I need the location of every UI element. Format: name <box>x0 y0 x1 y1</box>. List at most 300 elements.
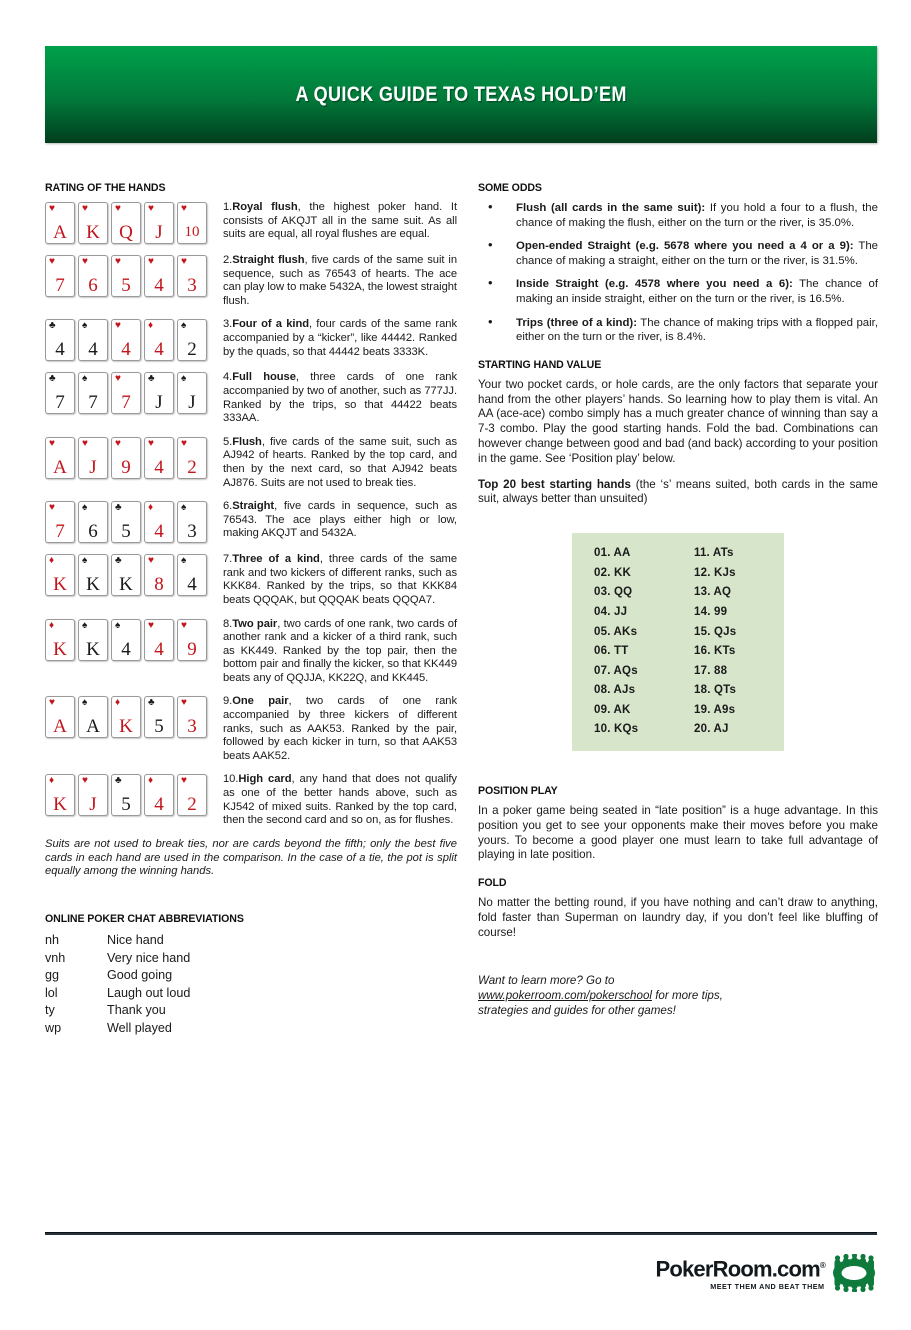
card-suit-icon: ♥ <box>148 555 154 567</box>
hand-rank-row <box>45 553 457 607</box>
hand-rank-number: 5. <box>223 435 233 448</box>
hand-rank-number: 8. <box>223 617 233 630</box>
top20-hand-entry: 02. KK <box>594 566 631 579</box>
playing-card <box>144 619 174 661</box>
top20-hand-entry: 12. KJs <box>694 566 736 579</box>
hand-rank-number: 2. <box>223 254 233 266</box>
fold-section <box>478 877 878 940</box>
abbreviation-value: Very nice hand <box>107 950 191 965</box>
hand-rank-name: Three of a kind <box>232 553 320 566</box>
playing-card <box>45 619 75 661</box>
odds-item-label: Inside Straight (e.g. 4578 where you need a 6): <box>516 278 793 291</box>
card-rank-label: K <box>53 574 67 596</box>
card-rank-label: K <box>119 574 133 596</box>
card-rank-label: 6 <box>88 275 98 296</box>
card-rank-label: K <box>86 574 100 596</box>
top20-caption <box>478 478 878 508</box>
abbreviation-row <box>45 1002 457 1020</box>
playing-card-group <box>45 436 213 479</box>
promo-block <box>478 973 878 1018</box>
hand-rank-description <box>213 773 457 827</box>
card-suit-icon: ♦ <box>148 320 154 332</box>
card-rank-label: A <box>53 222 67 243</box>
card-suit-icon: ♥ <box>115 373 121 385</box>
playing-card-group <box>45 553 213 596</box>
hand-rank-text: , the highest poker hand. It consists of AKQJT all in the same suit. As all suits are equal, all royal flushes are equal. <box>223 201 457 241</box>
hand-rank-description <box>213 553 457 607</box>
card-suit-icon: ♥ <box>49 502 55 514</box>
card-suit-icon: ♠ <box>181 502 187 514</box>
footer-logo <box>655 1254 877 1297</box>
top20-column-2 <box>684 544 784 740</box>
hand-rank-text: , three cards of the same rank and two kickers of different ranks, such as KKK84. Ranked by the trips, so that KKK84 beats QQQAK, but QQQAK beats QQQA7. <box>223 553 457 606</box>
card-suit-icon: ♠ <box>82 619 88 631</box>
card-rank-label: 2 <box>187 456 197 478</box>
card-suit-icon: ♥ <box>115 256 121 267</box>
hand-rank-row <box>45 618 457 686</box>
promo-line-3: strategies and guides for other games! <box>478 1003 676 1017</box>
hand-rank-text: , two cards of one rank, two cards of another rank and a kicker of a third rank, such as KK449. Ranked by the top pair, then the bottom pair and finally the kicker, so that KK449 beats any of QQJJA, KK22Q, and KK445. <box>223 617 458 684</box>
card-suit-icon: ♠ <box>181 320 187 332</box>
abbreviation-value: Nice hand <box>107 933 164 948</box>
playing-card <box>177 255 207 297</box>
card-rank-label: K <box>53 794 67 816</box>
playing-card <box>111 774 141 816</box>
card-rank-label: 4 <box>154 794 164 816</box>
card-rank-label: 2 <box>187 339 197 361</box>
card-rank-label: 7 <box>55 392 65 414</box>
playing-card <box>111 619 141 661</box>
pokerroom-table-icon <box>831 1254 877 1297</box>
odds-list-item <box>478 316 878 345</box>
hand-rank-name: Full house <box>232 371 296 384</box>
hand-rank-name: Four of a kind <box>232 318 310 331</box>
card-suit-icon: ♠ <box>82 555 88 567</box>
playing-card <box>111 696 141 738</box>
position-play-text: In a poker game being seated in “late position” is a huge advantage. In this position you get to see your opponents make their moves before you make yours. To become a good player one must learn to take full advantage of playing in late position. <box>478 804 878 862</box>
card-suit-icon: ♣ <box>115 555 122 567</box>
playing-card <box>177 774 207 816</box>
hand-rank-row <box>45 371 457 425</box>
playing-card <box>45 372 75 414</box>
odds-item-label: Flush (all cards in the same suit): <box>516 202 706 214</box>
hand-rank-text: , two cards of one rank accompanied by three kickers of different ranks, such as AAK53. Ranked by the pair, followed by each kicker in turn, so that AAK53 beats AAK52. <box>223 695 457 762</box>
playing-card <box>78 372 108 414</box>
top20-hand-entry: 17. 88 <box>694 664 728 677</box>
card-suit-icon: ♣ <box>115 502 122 514</box>
hand-rank-text: , four cards of the same rank accompanied by a “kicker”, like 44442. Ranked by the quads, so that 44442 beats 3333K. <box>223 318 457 358</box>
card-suit-icon: ♥ <box>82 256 88 267</box>
fold-heading: FOLD <box>478 877 507 890</box>
top20-hand-entry: 09. AK <box>594 703 631 716</box>
card-rank-label: K <box>86 222 100 243</box>
card-suit-icon: ♠ <box>115 619 121 631</box>
playing-card <box>45 501 75 543</box>
card-rank-label: A <box>53 716 67 738</box>
card-suit-icon: ♦ <box>148 502 154 514</box>
card-rank-label: 4 <box>88 339 98 361</box>
playing-card <box>45 255 75 297</box>
playing-card <box>111 319 141 361</box>
fold-text: No matter the betting round, if you have nothing and can’t draw to anything, fold faster than Superman on laundry day, if you don’t feel like bluffing of course! <box>478 896 878 939</box>
card-rank-label: 4 <box>154 521 164 543</box>
top20-hand-entry: 01. AA <box>594 547 631 560</box>
abbreviation-value: Laugh out loud <box>107 985 191 1000</box>
abbreviation-key: vnh <box>45 950 66 965</box>
top20-hand-entry: 07. AQs <box>594 664 638 677</box>
rating-of-hands-heading: RATING OF THE HANDS <box>45 182 166 194</box>
card-rank-label: A <box>86 716 100 738</box>
playing-card <box>177 202 207 244</box>
hand-rank-text: , any hand that does not qualify as one of the better hands above, such as KJ542 of mixed suits. Ranked by the top card, then the second card and so on, as for flushes. <box>223 773 457 827</box>
promo-line-1: Want to learn more? Go to <box>478 973 615 987</box>
logo-wordmark-text: PokerRoom.com <box>655 1256 820 1282</box>
card-suit-icon: ♦ <box>49 775 55 787</box>
card-suit-icon: ♥ <box>181 437 187 449</box>
card-rank-label: 5 <box>121 794 131 816</box>
playing-card <box>111 202 141 244</box>
top20-hand-entry: 14. 99 <box>694 605 728 618</box>
card-suit-icon: ♦ <box>49 619 55 631</box>
card-suit-icon: ♠ <box>82 502 88 514</box>
card-suit-icon: ♥ <box>181 775 187 787</box>
top20-hand-entry: 03. QQ <box>594 586 633 599</box>
registered-trademark-icon: ® <box>819 1261 825 1270</box>
playing-card <box>45 554 75 596</box>
playing-card <box>78 619 108 661</box>
card-suit-icon: ♥ <box>148 619 154 631</box>
logo-tagline: MEET THEM AND BEAT THEM <box>710 1282 825 1292</box>
card-rank-label: J <box>188 392 196 414</box>
hand-rank-number: 1. <box>223 201 233 213</box>
top20-hand-entry: 13. AQ <box>694 586 732 599</box>
hand-rank-row <box>45 773 457 827</box>
playing-card-group <box>45 695 213 738</box>
odds-item-text: The chance of making a straight, either on the turn or the river, is 31.5%. <box>516 240 878 267</box>
card-suit-icon: ♥ <box>115 437 121 449</box>
hand-rank-row <box>45 318 457 361</box>
card-suit-icon: ♣ <box>49 320 56 332</box>
card-rank-label: 4 <box>55 339 65 361</box>
card-suit-icon: ♥ <box>49 203 55 214</box>
playing-card <box>78 202 108 244</box>
card-suit-icon: ♥ <box>181 697 187 709</box>
card-rank-label: J <box>89 456 97 478</box>
card-rank-label: 4 <box>154 339 164 361</box>
abbreviation-row <box>45 985 457 1003</box>
card-rank-label: 4 <box>154 456 164 478</box>
some-odds-heading: SOME ODDS <box>478 182 542 194</box>
abbreviation-key: nh <box>45 933 60 948</box>
card-rank-label: 4 <box>121 339 131 361</box>
card-rank-label: 9 <box>121 456 131 478</box>
odds-item-label: Open-ended Straight (e.g. 5678 where you need a 4 or a 9): <box>516 240 854 253</box>
chat-abbreviations-heading: ONLINE POKER CHAT ABBREVIATIONS <box>45 913 244 926</box>
card-rank-label: 7 <box>121 392 131 414</box>
card-rank-label: 3 <box>187 275 197 296</box>
hand-rank-number: 4. <box>223 371 233 384</box>
playing-card <box>45 437 75 479</box>
top20-hand-entry: 08. AJs <box>594 684 636 697</box>
card-suit-icon: ♥ <box>82 775 88 787</box>
left-column <box>45 182 457 1037</box>
card-rank-label: J <box>155 392 163 414</box>
playing-card-group <box>45 318 213 361</box>
card-suit-icon: ♦ <box>148 775 154 787</box>
right-column <box>478 182 878 1018</box>
hand-rank-text: , five cards of the same suit in sequence, such as 76543 of hearts. The ace can play low to make 5432A, the lowest straight flush. <box>223 254 458 307</box>
hand-rank-name: Straight flush <box>232 254 305 266</box>
playing-card <box>45 319 75 361</box>
promo-line-2-rest: for more tips, <box>651 988 723 1002</box>
chat-abbreviations-list <box>45 932 457 1037</box>
abbreviation-value: Good going <box>107 968 173 983</box>
card-suit-icon: ♥ <box>115 320 121 332</box>
card-rank-label: 8 <box>154 574 164 596</box>
playing-card <box>144 696 174 738</box>
hand-rank-text: , three cards of one rank accompanied by two of another, such as 777JJ. Ranked by the trips, so that 44422 beats 333AA. <box>223 371 457 425</box>
card-suit-icon: ♦ <box>115 697 121 709</box>
chat-abbreviations-section <box>45 913 457 1037</box>
card-suit-icon: ♣ <box>148 697 155 709</box>
card-rank-label: K <box>53 638 67 660</box>
card-rank-label: 4 <box>154 275 164 296</box>
odds-list-item <box>478 201 878 230</box>
hand-rank-text: , five cards of the same suit, such as AJ942 of hearts. Ranked by the top card, and then by the next card, so that AJ942 beats AJ876. Suits are not used to break ties. <box>223 435 457 489</box>
top20-column-1 <box>572 544 684 740</box>
hand-rank-name: Royal flush <box>232 201 298 213</box>
hand-rank-text: , five cards in sequence, such as 76543. The ace plays either high or low, making AKQJT and 5432A. <box>223 500 457 540</box>
hand-rank-description <box>213 695 457 763</box>
logo-text-block <box>655 1254 825 1291</box>
hand-ranking-list <box>45 201 457 828</box>
card-suit-icon: ♥ <box>49 697 55 709</box>
abbreviation-key: ty <box>45 1003 55 1018</box>
card-suit-icon: ♠ <box>181 555 187 567</box>
playing-card <box>45 696 75 738</box>
playing-card-group <box>45 618 213 661</box>
odds-item-text: The chance of making an inside straight, either on the turn or the river, is 16.5%. <box>516 278 878 305</box>
hand-rank-name: Flush <box>232 435 262 448</box>
hand-rank-row <box>45 500 457 543</box>
hand-rank-name: One pair <box>232 695 289 708</box>
abbreviation-key: gg <box>45 968 60 983</box>
card-rank-label: Q <box>119 222 133 243</box>
top20-starting-hands-table <box>572 533 784 751</box>
hand-rank-description <box>213 318 457 359</box>
hand-rank-number: 10. <box>223 773 239 786</box>
card-rank-label: 4 <box>154 638 164 660</box>
playing-card-group <box>45 254 213 297</box>
hand-rank-name: Two pair <box>232 617 278 630</box>
card-suit-icon: ♥ <box>49 437 55 449</box>
abbreviation-key: lol <box>45 985 58 1000</box>
hand-rank-description <box>213 618 457 686</box>
card-suit-icon: ♥ <box>82 437 88 449</box>
logo-wordmark <box>655 1254 825 1281</box>
card-rank-label: J <box>155 222 163 243</box>
card-suit-icon: ♥ <box>181 619 187 631</box>
card-suit-icon: ♥ <box>49 256 55 267</box>
page-header-banner <box>45 46 877 143</box>
playing-card <box>78 554 108 596</box>
top20-hand-entry: 10. KQs <box>594 723 639 736</box>
top20-hand-entry: 16. KTs <box>694 645 736 658</box>
hand-rank-description <box>213 254 457 308</box>
playing-card <box>45 202 75 244</box>
card-rank-label: A <box>53 456 67 478</box>
card-rank-label: J <box>89 794 97 816</box>
playing-card <box>144 372 174 414</box>
abbreviation-value: Thank you <box>107 1003 166 1018</box>
card-rank-label: 5 <box>154 716 164 738</box>
playing-card <box>144 255 174 297</box>
playing-card <box>144 319 174 361</box>
playing-card <box>111 255 141 297</box>
top20-caption-rest: (the ‘s’ means suited, both cards in the same suit, always better than unsuited) <box>478 477 878 506</box>
abbreviation-row <box>45 1020 457 1038</box>
top20-hand-entry: 04. JJ <box>594 605 628 618</box>
playing-card <box>144 202 174 244</box>
card-suit-icon: ♥ <box>148 256 154 267</box>
position-play-heading: POSITION PLAY <box>478 785 558 798</box>
card-rank-label: 7 <box>88 392 98 414</box>
playing-card <box>78 696 108 738</box>
card-suit-icon: ♣ <box>148 373 155 385</box>
starting-hand-value-heading: STARTING HAND VALUE <box>478 358 602 371</box>
top20-hand-entry: 06. TT <box>594 645 629 658</box>
hand-rank-number: 9. <box>223 695 233 708</box>
hand-rank-description <box>213 371 457 425</box>
odds-list-item <box>478 277 878 306</box>
card-rank-label: 3 <box>187 716 197 738</box>
footer-divider <box>45 1232 877 1235</box>
card-suit-icon: ♥ <box>115 203 121 214</box>
abbreviation-key: wp <box>45 1020 62 1035</box>
page-title: A QUICK GUIDE TO TEXAS HOLD’EM <box>295 82 627 106</box>
hand-rank-number: 7. <box>223 553 233 566</box>
ties-note: Suits are not used to break ties, nor are cards beyond the fifth; only the best five cards in each hand are used in the comparison. In the case of a tie, the pot is split equally among the winning hands. <box>45 837 457 878</box>
top20-hand-entry: 11. ATs <box>694 547 734 560</box>
top20-hand-entry: 15. QJs <box>694 625 737 638</box>
hand-rank-number: 6. <box>223 500 233 513</box>
playing-card <box>111 372 141 414</box>
card-suit-icon: ♥ <box>148 437 154 449</box>
card-suit-icon: ♥ <box>181 203 187 214</box>
playing-card <box>78 774 108 816</box>
card-suit-icon: ♠ <box>82 697 88 709</box>
card-rank-label: 9 <box>187 638 197 660</box>
position-play-section <box>478 785 878 863</box>
playing-card <box>144 501 174 543</box>
hand-rank-row <box>45 436 457 490</box>
playing-card <box>45 774 75 816</box>
card-rank-label: 10 <box>184 224 200 240</box>
playing-card <box>78 319 108 361</box>
odds-item-text: If you hold a four to a flush, the chance of making the flush, either on the turn or the river, is 35.0%. <box>516 202 878 229</box>
card-rank-label: 7 <box>55 275 65 296</box>
hand-rank-number: 3. <box>223 318 233 331</box>
playing-card <box>144 554 174 596</box>
playing-card <box>144 774 174 816</box>
hand-rank-description <box>213 436 457 490</box>
promo-line-2 <box>478 988 878 1003</box>
top20-hand-entry: 19. A9s <box>694 703 736 716</box>
starting-hand-value-text: Your two pocket cards, or hole cards, are the only factors that separate your hand from the other players’ hands. So learning how to play them is vital. An AA (ace-ace) combo simply has a much greater chance of winning than say a 7-3 combo. Play the good starting hands. Fold the bad. Combinations can however change between good and bad (and back) according to your position in the game. See ‘Position play’ below. <box>478 377 878 465</box>
top20-hand-entry: 20. AJ <box>694 723 729 736</box>
card-suit-icon: ♠ <box>181 373 187 385</box>
card-rank-label: 4 <box>187 574 197 596</box>
card-suit-icon: ♣ <box>49 373 56 385</box>
playing-card <box>177 619 207 661</box>
starting-hand-value-section <box>478 359 878 507</box>
playing-card <box>111 501 141 543</box>
card-rank-label: K <box>86 638 100 660</box>
top20-hand-entry: 05. AKs <box>594 625 638 638</box>
playing-card <box>177 372 207 414</box>
abbreviation-value: Well played <box>107 1020 172 1035</box>
playing-card-group <box>45 371 213 414</box>
hand-rank-row <box>45 695 457 763</box>
playing-card <box>111 554 141 596</box>
top20-hand-entry: 18. QTs <box>694 684 737 697</box>
top20-caption-bold: Top 20 best starting hands <box>478 477 631 491</box>
card-suit-icon: ♠ <box>82 320 88 332</box>
card-rank-label: 4 <box>121 638 131 660</box>
odds-item-text: The chance of making trips with a flopped pair, either on the turn or the river, is 8.4%. <box>516 316 878 344</box>
playing-card <box>177 501 207 543</box>
playing-card <box>78 255 108 297</box>
hand-rank-description <box>213 201 457 242</box>
hand-rank-row <box>45 201 457 244</box>
playing-card-group <box>45 500 213 543</box>
card-rank-label: 6 <box>88 521 98 543</box>
hand-rank-description <box>213 500 457 541</box>
card-rank-label: 5 <box>121 275 131 296</box>
abbreviation-row <box>45 950 457 968</box>
playing-card <box>78 437 108 479</box>
abbreviation-row <box>45 932 457 950</box>
card-rank-label: 7 <box>55 521 65 543</box>
card-suit-icon: ♥ <box>82 203 88 214</box>
playing-card <box>111 437 141 479</box>
playing-card <box>177 319 207 361</box>
playing-card <box>144 437 174 479</box>
hand-rank-row <box>45 254 457 308</box>
playing-card-group <box>45 201 213 244</box>
odds-list-item <box>478 239 878 268</box>
card-rank-label: K <box>119 716 133 738</box>
card-rank-label: 2 <box>187 794 197 816</box>
card-suit-icon: ♠ <box>82 373 88 385</box>
playing-card <box>78 501 108 543</box>
card-suit-icon: ♥ <box>181 256 187 267</box>
card-suit-icon: ♥ <box>148 203 154 214</box>
hand-rank-name: High card <box>238 773 292 786</box>
odds-item-label: Trips (three of a kind): <box>516 316 637 329</box>
playing-card <box>177 696 207 738</box>
hand-rank-name: Straight <box>232 500 275 513</box>
pokerschool-link[interactable]: www.pokerroom.com/pokerschool <box>478 988 652 1002</box>
playing-card-group <box>45 773 213 816</box>
card-rank-label: 5 <box>121 521 131 543</box>
card-suit-icon: ♣ <box>115 775 122 787</box>
playing-card <box>177 437 207 479</box>
card-rank-label: 3 <box>187 521 197 543</box>
card-suit-icon: ♦ <box>49 555 55 567</box>
odds-list <box>478 201 878 345</box>
playing-card <box>177 554 207 596</box>
